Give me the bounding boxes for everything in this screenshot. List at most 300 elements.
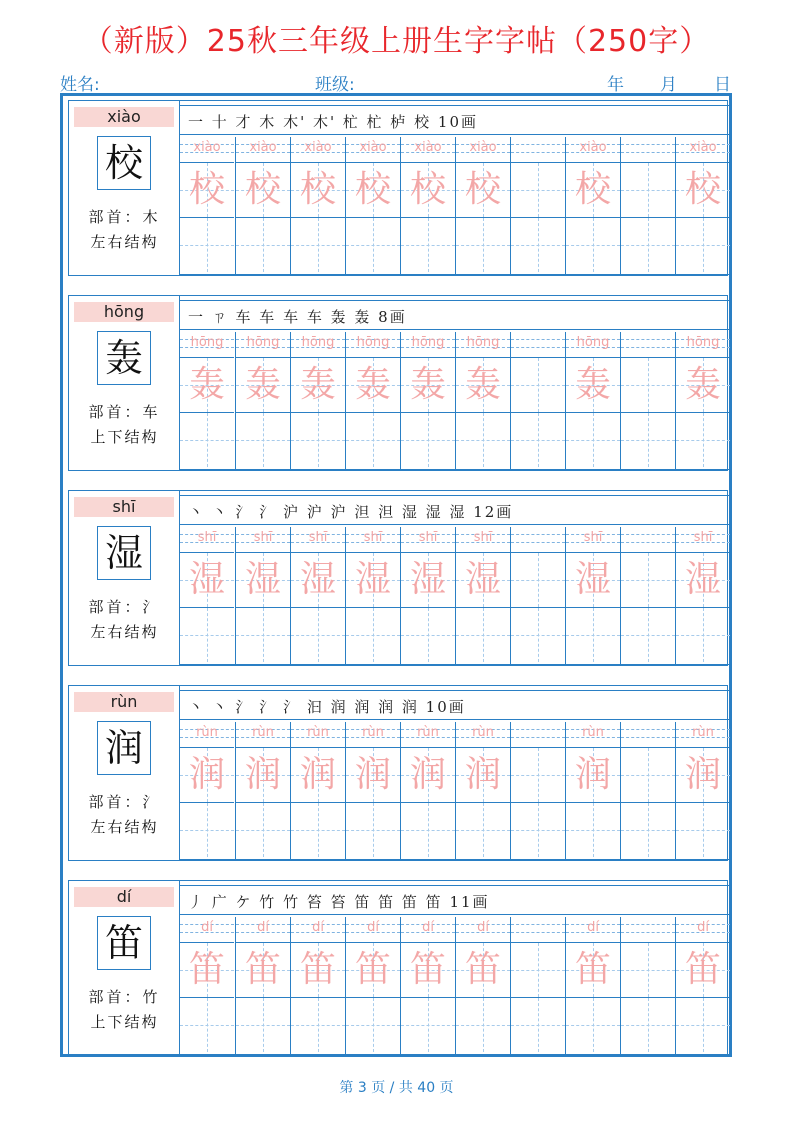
trace-pinyin: xiào xyxy=(249,140,277,155)
tian-grid-cell-empty[interactable] xyxy=(511,997,565,1052)
tian-grid-cell-empty[interactable] xyxy=(401,997,455,1052)
tian-grid-cell[interactable] xyxy=(566,162,620,217)
practice-column xyxy=(290,917,345,1055)
trace-pinyin: dí xyxy=(697,920,709,935)
pinyin-lines xyxy=(621,332,675,357)
trace-pinyin: hōng xyxy=(686,335,720,350)
tian-grid-cell-empty[interactable] xyxy=(236,802,290,857)
tian-grid-cell-empty[interactable] xyxy=(511,607,565,662)
stroke-order-row xyxy=(180,495,729,525)
tian-grid-cell[interactable] xyxy=(346,552,400,607)
trace-character: 湿 xyxy=(409,559,446,600)
practice-column xyxy=(565,917,620,1055)
trace-pinyin: hōng xyxy=(301,335,335,350)
tian-grid-cell[interactable] xyxy=(236,747,290,802)
trace-character: 湿 xyxy=(354,559,391,600)
tian-grid-cell-empty[interactable] xyxy=(456,412,510,467)
trace-character: 轰 xyxy=(354,364,391,405)
grid-bottom-line xyxy=(180,859,729,860)
tian-grid-cell-empty[interactable] xyxy=(236,412,290,467)
pinyin-lines xyxy=(346,722,400,747)
pinyin-label: hōng xyxy=(74,302,174,322)
trace-pinyin: hōng xyxy=(190,335,224,350)
trace-pinyin: hōng xyxy=(411,335,445,350)
practice-column xyxy=(400,527,455,665)
pinyin-lines xyxy=(291,917,345,942)
practice-column xyxy=(290,722,345,860)
tian-grid-cell[interactable] xyxy=(236,357,290,412)
tian-grid-cell[interactable] xyxy=(676,552,730,607)
tian-grid-cell-empty[interactable] xyxy=(621,607,675,662)
name-label: 姓名: xyxy=(60,75,100,95)
practice-column xyxy=(675,137,730,275)
practice-column xyxy=(400,722,455,860)
tian-grid-cell[interactable] xyxy=(291,357,345,412)
pinyin-lines xyxy=(566,527,620,552)
pinyin-lines xyxy=(511,917,565,942)
pinyin-lines xyxy=(456,137,510,162)
practice-column xyxy=(235,722,290,860)
pinyin-lines xyxy=(511,527,565,552)
tian-grid-cell-empty[interactable] xyxy=(236,607,290,662)
tian-grid-cell[interactable] xyxy=(566,552,620,607)
trace-pinyin: xiào xyxy=(469,140,497,155)
tian-grid-cell[interactable] xyxy=(511,162,565,217)
pinyin-label: shī xyxy=(74,497,174,517)
pinyin-lines xyxy=(676,917,730,942)
trace-pinyin: xiào xyxy=(689,140,717,155)
tian-grid-cell-empty[interactable] xyxy=(676,802,730,857)
char-entry xyxy=(68,490,728,666)
practice-column xyxy=(290,527,345,665)
tian-grid-cell-empty[interactable] xyxy=(291,412,345,467)
tian-grid-cell-empty[interactable] xyxy=(566,997,620,1052)
trace-character: 校 xyxy=(244,169,281,210)
tian-grid-cell-empty[interactable] xyxy=(676,997,730,1052)
tian-grid-cell-empty[interactable] xyxy=(676,412,730,467)
practice-column xyxy=(565,527,620,665)
tian-grid-cell[interactable] xyxy=(180,162,234,217)
tian-grid-cell[interactable] xyxy=(676,162,730,217)
tian-grid-cell[interactable] xyxy=(676,747,730,802)
trace-character: 湿 xyxy=(299,559,336,600)
trace-character: 笛 xyxy=(409,949,446,990)
tian-grid-cell[interactable] xyxy=(621,942,675,997)
char-entry xyxy=(68,880,728,1056)
practice-column xyxy=(620,722,675,860)
practice-grid xyxy=(180,137,729,275)
tian-grid-cell-empty[interactable] xyxy=(291,997,345,1052)
tian-grid-cell[interactable] xyxy=(180,747,234,802)
trace-pinyin: hōng xyxy=(576,335,610,350)
trace-pinyin: xiào xyxy=(579,140,607,155)
pinyin-lines xyxy=(180,917,234,942)
tian-grid-cell-empty[interactable] xyxy=(236,997,290,1052)
tian-grid-cell[interactable] xyxy=(511,942,565,997)
trace-character: 润 xyxy=(684,754,721,795)
trace-pinyin: hōng xyxy=(356,335,390,350)
radical-label: 部首：氵 xyxy=(88,793,161,811)
model-character: 轰 xyxy=(97,331,151,385)
tian-grid-cell-empty[interactable] xyxy=(346,802,400,857)
practice-column xyxy=(620,137,675,275)
practice-column xyxy=(400,917,455,1055)
pinyin-lines xyxy=(621,722,675,747)
stroke-order-row xyxy=(180,885,729,915)
trace-character: 湿 xyxy=(464,559,501,600)
tian-grid-cell-empty[interactable] xyxy=(180,412,234,467)
model-character: 湿 xyxy=(97,526,151,580)
tian-grid-cell-empty[interactable] xyxy=(566,607,620,662)
structure-label: 上下结构 xyxy=(90,1013,159,1031)
tian-grid-cell-empty[interactable] xyxy=(511,217,565,272)
trace-pinyin: hōng xyxy=(466,335,500,350)
practice-column xyxy=(675,527,730,665)
tian-grid-cell-empty[interactable] xyxy=(346,997,400,1052)
trace-pinyin: dí xyxy=(257,920,269,935)
practice-column xyxy=(235,332,290,470)
practice-column xyxy=(675,722,730,860)
pinyin-lines xyxy=(456,917,510,942)
tian-grid-cell[interactable] xyxy=(456,162,510,217)
practice-column xyxy=(565,137,620,275)
practice-grid xyxy=(180,917,729,1055)
pinyin-lines xyxy=(566,137,620,162)
trace-character: 校 xyxy=(409,169,446,210)
trace-character: 轰 xyxy=(409,364,446,405)
model-character: 润 xyxy=(97,721,151,775)
trace-character: 轰 xyxy=(684,364,721,405)
tian-grid-cell[interactable] xyxy=(401,552,455,607)
trace-character: 轰 xyxy=(244,364,281,405)
trace-character: 校 xyxy=(188,169,225,210)
practice-column xyxy=(345,917,400,1055)
stroke-order-row xyxy=(180,690,729,720)
trace-pinyin: shī xyxy=(363,530,383,545)
pinyin-lines xyxy=(236,722,290,747)
practice-column xyxy=(235,917,290,1055)
practice-column xyxy=(620,332,675,470)
trace-character: 润 xyxy=(299,754,336,795)
pinyin-lines xyxy=(621,917,675,942)
pinyin-label: xiào xyxy=(74,107,174,127)
tian-grid-cell[interactable] xyxy=(511,357,565,412)
tian-grid-cell-empty[interactable] xyxy=(511,412,565,467)
pinyin-lines xyxy=(236,527,290,552)
pinyin-lines xyxy=(456,722,510,747)
tian-grid-cell-empty[interactable] xyxy=(456,607,510,662)
tian-grid-cell-empty[interactable] xyxy=(180,802,234,857)
tian-grid-cell[interactable] xyxy=(291,162,345,217)
trace-pinyin: shī xyxy=(583,530,603,545)
tian-grid-cell-empty[interactable] xyxy=(346,217,400,272)
trace-character: 校 xyxy=(464,169,501,210)
tian-grid-cell-empty[interactable] xyxy=(346,607,400,662)
tian-grid-cell[interactable] xyxy=(236,552,290,607)
pinyin-lines xyxy=(180,722,234,747)
trace-character: 湿 xyxy=(188,559,225,600)
tian-grid-cell[interactable] xyxy=(401,747,455,802)
practice-column xyxy=(675,332,730,470)
trace-pinyin: rùn xyxy=(307,725,329,740)
tian-grid-cell[interactable] xyxy=(621,747,675,802)
tian-grid-cell-empty[interactable] xyxy=(180,607,234,662)
practice-column xyxy=(455,722,510,860)
tian-grid-cell-empty[interactable] xyxy=(236,217,290,272)
page-footer: 第 3 页 / 共 40 页 xyxy=(339,1080,454,1096)
tian-grid-cell-empty[interactable] xyxy=(180,997,234,1052)
practice-column xyxy=(345,722,400,860)
pinyin-lines xyxy=(291,137,345,162)
practice-column xyxy=(620,917,675,1055)
trace-character: 轰 xyxy=(574,364,611,405)
trace-character: 笛 xyxy=(464,949,501,990)
page-title: （新版）25秋三年级上册生字字帖（250字） xyxy=(82,24,711,59)
practice-column xyxy=(510,917,565,1055)
trace-pinyin: rùn xyxy=(252,725,274,740)
structure-label: 左右结构 xyxy=(90,623,159,641)
pinyin-lines xyxy=(346,917,400,942)
model-character: 校 xyxy=(97,136,151,190)
tian-grid-cell[interactable] xyxy=(456,357,510,412)
grid-bottom-line xyxy=(180,1054,729,1055)
pinyin-lines xyxy=(456,527,510,552)
tian-grid-cell[interactable] xyxy=(236,942,290,997)
char-entry xyxy=(68,685,728,861)
practice-column xyxy=(180,722,235,860)
trace-pinyin: xiào xyxy=(304,140,332,155)
trace-pinyin: dí xyxy=(587,920,599,935)
practice-column xyxy=(675,917,730,1055)
trace-character: 润 xyxy=(464,754,501,795)
practice-column xyxy=(235,527,290,665)
tian-grid-cell[interactable] xyxy=(291,552,345,607)
tian-grid-cell[interactable] xyxy=(511,747,565,802)
trace-pinyin: shī xyxy=(693,530,713,545)
tian-grid-cell-empty[interactable] xyxy=(456,802,510,857)
tian-grid-cell[interactable] xyxy=(566,357,620,412)
char-entry xyxy=(68,100,728,276)
char-info-panel xyxy=(69,686,180,860)
tian-grid-cell[interactable] xyxy=(456,747,510,802)
tian-grid-cell-empty[interactable] xyxy=(401,217,455,272)
char-info-panel xyxy=(69,881,180,1055)
pinyin-lines xyxy=(511,332,565,357)
tian-grid-cell[interactable] xyxy=(621,552,675,607)
trace-character: 笛 xyxy=(574,949,611,990)
radical-label: 部首：氵 xyxy=(88,598,161,616)
trace-pinyin: dí xyxy=(312,920,324,935)
tian-grid-cell[interactable] xyxy=(676,357,730,412)
trace-pinyin: rùn xyxy=(582,725,604,740)
trace-character: 校 xyxy=(354,169,391,210)
trace-pinyin: xiào xyxy=(359,140,387,155)
tian-grid-cell[interactable] xyxy=(346,357,400,412)
practice-column xyxy=(290,332,345,470)
tian-grid-cell[interactable] xyxy=(456,552,510,607)
pinyin-lines xyxy=(401,917,455,942)
pinyin-lines xyxy=(401,527,455,552)
tian-grid-cell-empty[interactable] xyxy=(401,802,455,857)
tian-grid-cell[interactable] xyxy=(291,747,345,802)
tian-grid-cell[interactable] xyxy=(291,942,345,997)
tian-grid-cell[interactable] xyxy=(180,357,234,412)
pinyin-lines xyxy=(456,332,510,357)
pinyin-lines xyxy=(291,527,345,552)
practice-column xyxy=(620,527,675,665)
tian-grid-cell[interactable] xyxy=(401,357,455,412)
pinyin-lines xyxy=(676,527,730,552)
grid-bottom-line xyxy=(180,664,729,665)
tian-grid-cell-empty[interactable] xyxy=(511,802,565,857)
trace-pinyin: rùn xyxy=(362,725,384,740)
tian-grid-cell[interactable] xyxy=(401,162,455,217)
practice-grid xyxy=(180,332,729,470)
practice-column xyxy=(400,332,455,470)
structure-label: 左右结构 xyxy=(90,818,159,836)
tian-grid-cell[interactable] xyxy=(346,942,400,997)
trace-pinyin: shī xyxy=(308,530,328,545)
practice-column xyxy=(455,137,510,275)
trace-character: 润 xyxy=(409,754,446,795)
tian-grid-cell-empty[interactable] xyxy=(621,802,675,857)
practice-column xyxy=(180,917,235,1055)
trace-character: 湿 xyxy=(684,559,721,600)
trace-character: 笛 xyxy=(299,949,336,990)
practice-column xyxy=(345,137,400,275)
stroke-order-row xyxy=(180,105,729,135)
trace-character: 湿 xyxy=(574,559,611,600)
practice-column xyxy=(180,332,235,470)
stroke-order-text: 丿 广 ケ 竹 竹 笞 笞 笛 笛 笛 笛 11画 xyxy=(188,893,490,911)
radical-label: 部首：车 xyxy=(88,403,161,421)
trace-pinyin: xiào xyxy=(193,140,221,155)
tian-grid-cell-empty[interactable] xyxy=(291,217,345,272)
trace-pinyin: rùn xyxy=(417,725,439,740)
tian-grid-cell[interactable] xyxy=(236,162,290,217)
tian-grid-cell-empty[interactable] xyxy=(180,217,234,272)
month-label: 月 xyxy=(660,75,677,95)
tian-grid-cell[interactable] xyxy=(346,162,400,217)
trace-pinyin: xiào xyxy=(414,140,442,155)
practice-column xyxy=(345,332,400,470)
structure-label: 左右结构 xyxy=(90,233,159,251)
trace-character: 润 xyxy=(354,754,391,795)
trace-character: 校 xyxy=(684,169,721,210)
tian-grid-cell[interactable] xyxy=(511,552,565,607)
trace-character: 润 xyxy=(244,754,281,795)
tian-grid-cell[interactable] xyxy=(401,942,455,997)
pinyin-lines xyxy=(180,137,234,162)
tian-grid-cell-empty[interactable] xyxy=(621,217,675,272)
trace-pinyin: shī xyxy=(473,530,493,545)
tian-grid-cell-empty[interactable] xyxy=(566,217,620,272)
practice-column xyxy=(510,137,565,275)
trace-character: 校 xyxy=(574,169,611,210)
pinyin-lines xyxy=(511,722,565,747)
pinyin-lines xyxy=(566,722,620,747)
grid-bottom-line xyxy=(180,469,729,470)
stroke-order-text: 丶 丶 氵 氵 氵 汩 润 润 润 润 10画 xyxy=(188,698,466,716)
pinyin-lines xyxy=(180,527,234,552)
trace-character: 轰 xyxy=(299,364,336,405)
radical-label: 部首：木 xyxy=(88,208,161,226)
stroke-order-text: 一 十 才 木 木' 木' 杧 杧 栌 校 10画 xyxy=(188,113,479,131)
pinyin-lines xyxy=(676,332,730,357)
pinyin-lines xyxy=(236,917,290,942)
tian-grid-cell[interactable] xyxy=(676,942,730,997)
model-character: 笛 xyxy=(97,916,151,970)
tian-grid-cell-empty[interactable] xyxy=(566,412,620,467)
tian-grid-cell[interactable] xyxy=(566,747,620,802)
tian-grid-cell[interactable] xyxy=(621,162,675,217)
class-label: 班级: xyxy=(315,75,355,95)
tian-grid-cell-empty[interactable] xyxy=(346,412,400,467)
trace-character: 笛 xyxy=(244,949,281,990)
structure-label: 上下结构 xyxy=(90,428,159,446)
tian-grid-cell[interactable] xyxy=(180,552,234,607)
char-info-panel xyxy=(69,491,180,665)
tian-grid-cell[interactable] xyxy=(180,942,234,997)
pinyin-lines xyxy=(566,332,620,357)
practice-column xyxy=(510,722,565,860)
year-label: 年 xyxy=(607,75,624,95)
pinyin-lines xyxy=(676,137,730,162)
tian-grid-cell[interactable] xyxy=(621,357,675,412)
practice-column xyxy=(455,917,510,1055)
tian-grid-cell-empty[interactable] xyxy=(676,607,730,662)
trace-pinyin: shī xyxy=(197,530,217,545)
trace-pinyin: rùn xyxy=(196,725,218,740)
pinyin-lines xyxy=(346,527,400,552)
tian-grid-cell-empty[interactable] xyxy=(401,412,455,467)
stroke-order-text: 丶 丶 氵 氵 沪 沪 沪 泹 泹 湿 湿 湿 12画 xyxy=(188,503,514,521)
tian-grid-cell-empty[interactable] xyxy=(566,802,620,857)
trace-pinyin: dí xyxy=(367,920,379,935)
tian-grid-cell[interactable] xyxy=(456,942,510,997)
trace-pinyin: dí xyxy=(422,920,434,935)
char-entry xyxy=(68,295,728,471)
trace-character: 校 xyxy=(299,169,336,210)
tian-grid-cell-empty[interactable] xyxy=(456,997,510,1052)
pinyin-lines xyxy=(401,722,455,747)
trace-pinyin: shī xyxy=(418,530,438,545)
practice-grid xyxy=(180,527,729,665)
tian-grid-cell-empty[interactable] xyxy=(291,802,345,857)
tian-grid-cell[interactable] xyxy=(566,942,620,997)
pinyin-lines xyxy=(346,332,400,357)
tian-grid-cell-empty[interactable] xyxy=(621,412,675,467)
pinyin-lines xyxy=(621,527,675,552)
tian-grid-cell-empty[interactable] xyxy=(291,607,345,662)
practice-column xyxy=(400,137,455,275)
pinyin-lines xyxy=(236,332,290,357)
tian-grid-cell-empty[interactable] xyxy=(456,217,510,272)
tian-grid-cell-empty[interactable] xyxy=(621,997,675,1052)
tian-grid-cell-empty[interactable] xyxy=(401,607,455,662)
char-info-panel xyxy=(69,296,180,470)
practice-column xyxy=(235,137,290,275)
practice-column xyxy=(565,722,620,860)
radical-label: 部首：竹 xyxy=(88,988,161,1006)
pinyin-lines xyxy=(236,137,290,162)
practice-column xyxy=(180,137,235,275)
tian-grid-cell-empty[interactable] xyxy=(676,217,730,272)
worksheet-frame xyxy=(60,93,732,1057)
trace-pinyin: rùn xyxy=(472,725,494,740)
tian-grid-cell[interactable] xyxy=(346,747,400,802)
pinyin-lines xyxy=(621,137,675,162)
